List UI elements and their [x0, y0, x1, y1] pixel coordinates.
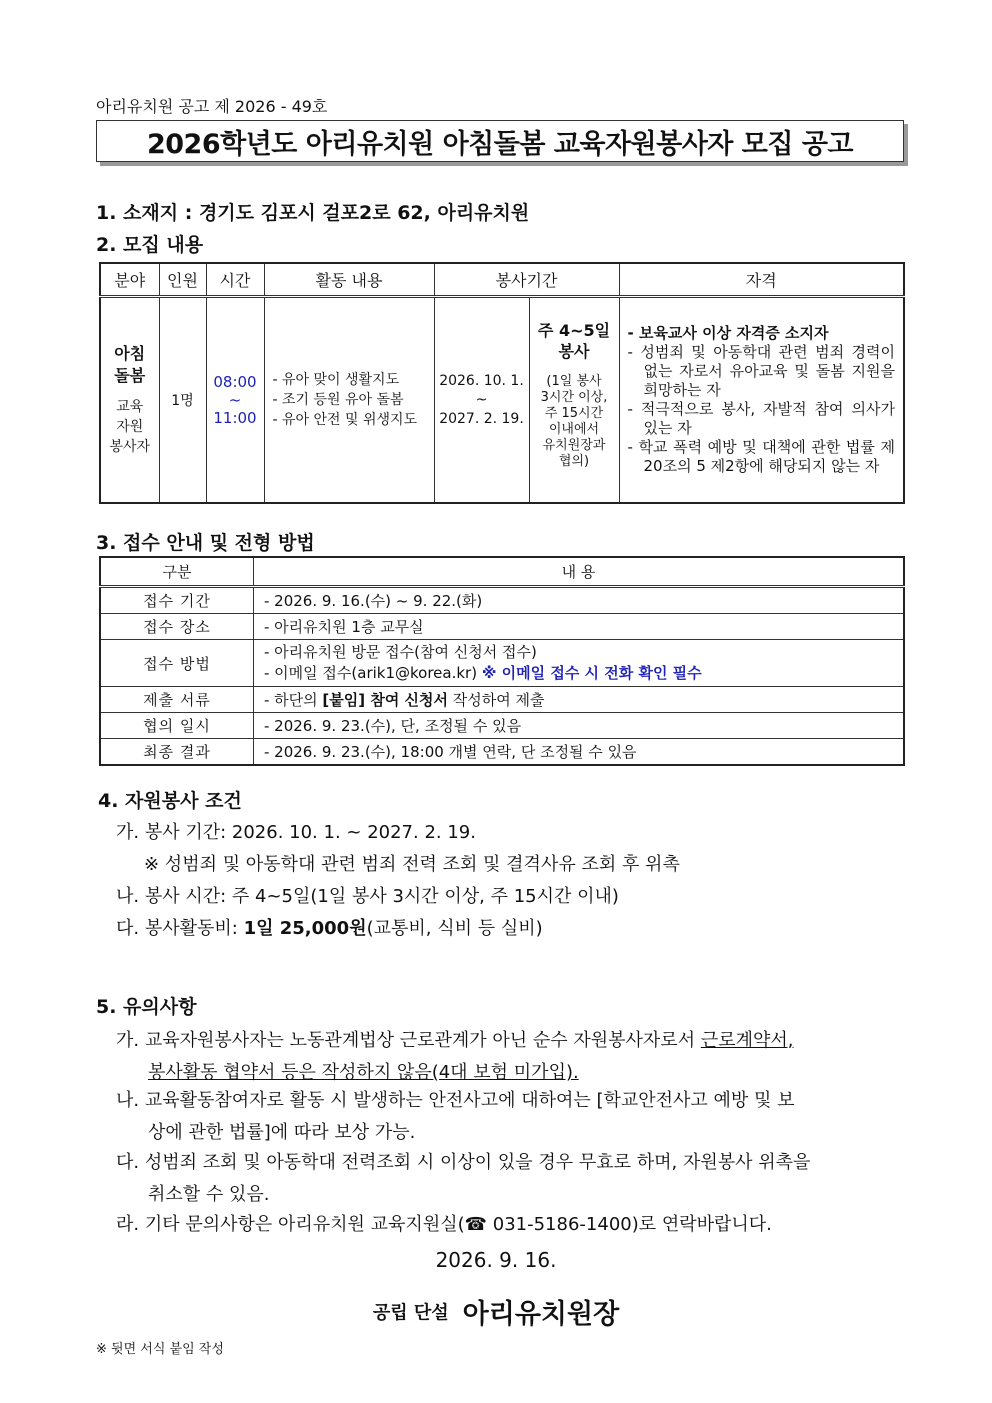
time-value: 08:00 ~ 11:00	[213, 373, 257, 427]
qualification-item: - 학교 폭력 예방 및 대책에 관한 법률 제20조의 5 제2항에 해당되지 않는 자	[627, 438, 895, 475]
header-qualification: 자격	[619, 263, 904, 297]
note-a-underline: 근로계약서,	[700, 1030, 794, 1051]
row-value: - 2026. 9. 16.(수) ~ 9. 22.(화)	[254, 587, 905, 614]
sign-prefix: 공립 단설	[372, 1302, 449, 1324]
header-field: 분야	[100, 263, 159, 297]
table-row	[100, 614, 904, 640]
period-cell	[434, 297, 529, 504]
table-row	[100, 739, 904, 766]
method-visit: - 아리유치원 방문 접수(참여 신청서 접수)	[264, 643, 537, 661]
frequency-main: 주 4~5일 봉사	[537, 321, 611, 361]
recruit-table	[99, 262, 905, 504]
row-label: 접수 방법	[100, 640, 254, 687]
frequency-cell	[529, 297, 619, 504]
section-notes-heading: 5. 유의사항	[96, 996, 197, 1018]
header-period: 봉사기간	[434, 263, 619, 297]
footnote: ※ 뒷면 서식 붙임 작성	[96, 1342, 224, 1357]
note-b-line2: 상에 관한 법률]에 따라 보상 가능.	[148, 1122, 416, 1143]
header-category: 구분	[100, 557, 254, 587]
signature	[0, 1292, 992, 1331]
fee-label: 다. 봉사활동비:	[116, 918, 244, 939]
table-row	[100, 587, 904, 614]
fee-amount: 1일 25,000원	[243, 918, 367, 939]
activity-item: - 유아 안전 및 위생지도	[272, 412, 418, 428]
row-label: 협의 일시	[100, 713, 254, 739]
note-c-line2: 취소할 수 있음.	[148, 1184, 270, 1205]
note-d: 라. 기타 문의사항은 아리유치원 교육지원실(☎ 031-5186-1400)로 연락바랍니다.	[116, 1214, 772, 1235]
field-main: 아침 돌봄	[114, 344, 146, 385]
header-time: 시간	[206, 263, 264, 297]
table-row	[100, 687, 904, 713]
row-value	[254, 640, 905, 687]
note-c-line1: 다. 성범죄 조회 및 아동학대 전력조회 시 이상이 있을 경우 무효로 하며, 자원봉사 위촉을	[116, 1152, 811, 1173]
qualification-item: - 성범죄 및 아동학대 관련 범죄 경력이 없는 자로서 유아교육 및 돌봄 지원을 희망하는 자	[627, 343, 895, 399]
email-warning: ※ 이메일 접수 시 전화 확인 필수	[481, 664, 702, 682]
count-cell: 1명	[159, 297, 206, 504]
condition-note: ※ 성범죄 및 아동학대 관련 범죄 전력 조회 및 결격사유 조회 후 위촉	[144, 854, 680, 875]
condition-fee	[116, 914, 543, 940]
qualification-cell	[619, 297, 904, 504]
row-label: 최종 결과	[100, 739, 254, 766]
row-label: 제출 서류	[100, 687, 254, 713]
row-value: - 2026. 9. 23.(수), 18:00 개별 연락, 단 조정될 수 있음	[254, 739, 905, 766]
note-b-line1: 나. 교육활동참여자로 활동 시 발생하는 안전사고에 대하여는 [학교안전사고 예방 및 보	[116, 1090, 795, 1111]
condition-hours: 나. 봉사 시간: 주 4~5일(1일 봉사 3시간 이상, 주 15시간 이내)	[116, 886, 619, 907]
header-activity: 활동 내용	[264, 263, 434, 297]
note-a-text: 가. 교육자원봉사자는 노동관계법상 근로관계가 아닌 순수 자원봉사자로서	[116, 1030, 701, 1051]
section-conditions-heading: 4. 자원봉사 조건	[98, 790, 242, 812]
qualification-item: - 보육교사 이상 자격증 소지자	[627, 324, 829, 342]
docs-pre: - 하단의	[264, 691, 323, 709]
method-email	[264, 663, 903, 684]
page-title: 2026학년도 아리유치원 아침돌봄 교육자원봉사자 모집 공고	[96, 120, 904, 162]
field-sub: 교육 자원 봉사자	[109, 399, 151, 455]
section-location: 1. 소재지 : 경기도 김포시 걸포2로 62, 아리유치원	[96, 202, 530, 224]
docs-bold: [붙임] 참여 신청서	[322, 691, 449, 709]
application-table	[99, 556, 905, 766]
activity-item: - 조기 등원 유아 돌봄	[272, 392, 404, 408]
time-cell	[206, 297, 264, 504]
row-label: 접수 장소	[100, 614, 254, 640]
activity-cell	[264, 297, 434, 504]
docs-post: 작성하여 제출	[448, 691, 545, 709]
fee-note: (교통비, 식비 등 실비)	[366, 918, 543, 939]
table-row	[100, 713, 904, 739]
row-label: 접수 기간	[100, 587, 254, 614]
qualification-item: - 적극적으로 봉사, 자발적 참여 의사가 있는 자	[627, 400, 895, 437]
condition-period: 가. 봉사 기간: 2026. 10. 1. ~ 2027. 2. 19.	[116, 822, 476, 843]
activity-item: - 유아 맞이 생활지도	[272, 372, 400, 388]
row-value	[254, 687, 905, 713]
issue-date: 2026. 9. 16.	[435, 1248, 557, 1272]
period-value: 2026. 10. 1. ~ 2027. 2. 19.	[439, 372, 524, 427]
table-row	[100, 640, 904, 687]
note-a-line1	[116, 1026, 793, 1052]
frequency-note: (1일 봉사 3시간 이상, 주 15시간 이내에서 유치원장과 협의)	[540, 374, 608, 469]
row-value: - 아리유치원 1층 교무실	[254, 614, 905, 640]
section-application-heading: 3. 접수 안내 및 전형 방법	[96, 532, 315, 554]
sign-name: 아리유치원장	[462, 1299, 620, 1330]
section-recruit-heading: 2. 모집 내용	[96, 234, 204, 256]
note-a-line2: 봉사활동 협약서 등은 작성하지 않음(4대 보험 미가입).	[148, 1062, 579, 1083]
header-content: 내 용	[254, 557, 905, 587]
field-cell	[100, 297, 159, 504]
header-count: 인원	[159, 263, 206, 297]
email-text: - 이메일 접수(arik1@korea.kr)	[264, 664, 478, 682]
notice-number: 아리유치원 공고 제 2026 - 49호	[96, 97, 328, 116]
row-value: - 2026. 9. 23.(수), 단, 조정될 수 있음	[254, 713, 905, 739]
